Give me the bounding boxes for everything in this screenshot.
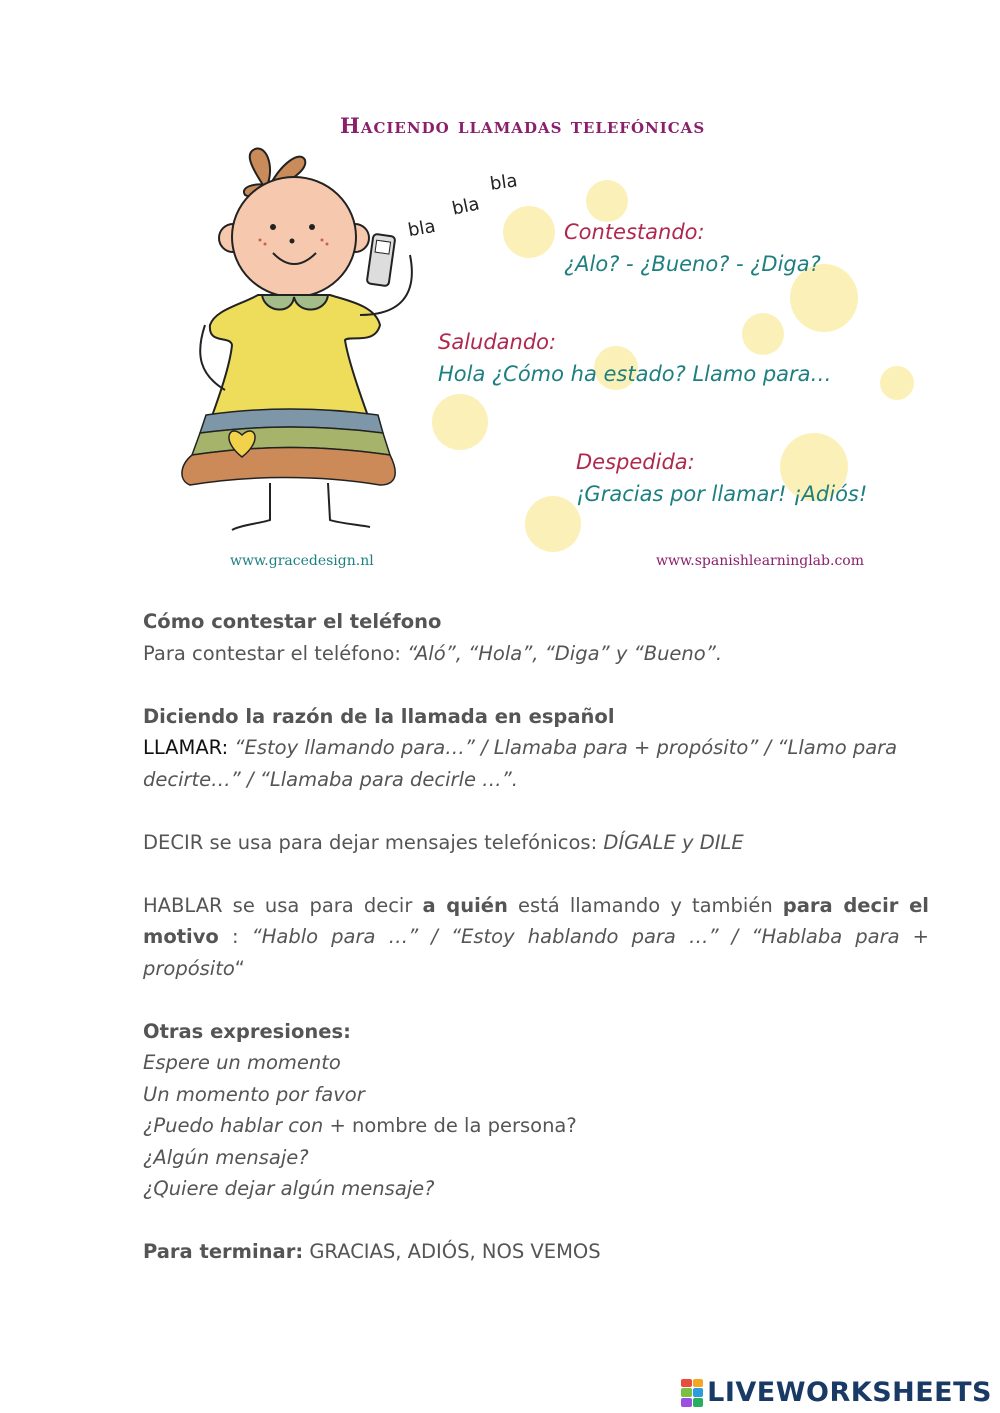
section-text: GRACIAS, ADIÓS, NOS VEMOS <box>303 1240 601 1263</box>
expression-line: ¿Puedo hablar con + <box>143 1114 352 1137</box>
section-text: DECIR se usa para dejar mensajes telefónicos: <box>143 830 604 854</box>
girl-on-phone-illustration <box>170 145 445 535</box>
logo-icon <box>681 1379 703 1407</box>
section-reason <box>143 701 929 796</box>
saludando-label: Saludando: <box>438 330 557 354</box>
decor-dot <box>742 313 784 355</box>
section-closing <box>143 1236 929 1268</box>
colon: : <box>221 736 235 759</box>
bla-text-1: bla <box>406 215 438 242</box>
section-text: HABLAR se usa para decir <box>143 893 423 917</box>
section-heading: Cómo contestar el teléfono <box>143 610 442 633</box>
credit-left: www.gracedesign.nl <box>230 553 374 569</box>
section-examples: “Estoy llamando para…” / Llamaba para + propósito” / “Llamo para decirte…” / “Llamaba para decirle …”. <box>143 736 898 791</box>
decor-dot <box>503 206 555 258</box>
section-other-expressions <box>143 1016 929 1205</box>
decor-dot <box>880 366 914 400</box>
liveworksheets-logo <box>681 1377 992 1408</box>
section-examples: DÍGALE y DILE <box>603 830 744 854</box>
despedida-label: Despedida: <box>576 450 695 474</box>
section-answering <box>143 606 929 669</box>
section-heading: Diciendo la razón de la llamada en español <box>143 704 615 728</box>
section-hablar <box>143 890 929 985</box>
expression-line: ¿Quiere dejar algún mensaje? <box>143 1177 435 1200</box>
section-examples: “Hablo para …” / “Estoy hablando para …” / “Hablaba para + propósito <box>143 925 929 980</box>
saludando-text: Hola ¿Cómo ha estado? Llamo para… <box>438 362 832 386</box>
section-heading: Otras expresiones: <box>143 1019 351 1043</box>
decor-dot <box>525 496 581 552</box>
logo-text: LIVEWORKSHEETS <box>707 1377 992 1408</box>
expression-line: Espere un momento <box>143 1051 341 1074</box>
section-text: : <box>218 925 252 948</box>
verb-llamar: LLAMAR <box>143 736 222 759</box>
bold-a-quien: a quién <box>422 893 508 917</box>
despedida-text: ¡Gracias por llamar! ¡Adiós! <box>576 482 868 506</box>
expression-line: ¿Algún mensaje? <box>143 1145 309 1169</box>
section-heading: Para terminar: <box>143 1240 304 1263</box>
closing-quote: “ <box>234 956 245 980</box>
worksheet-title: Haciendo llamadas telefónicas <box>340 113 706 138</box>
bold-para-decir: para decir el motivo <box>143 893 929 948</box>
expression-line: Un momento por favor <box>143 1082 365 1106</box>
section-decir <box>143 827 929 859</box>
contestando-label: Contestando: <box>564 220 705 244</box>
expression-line-tail: nombre de la persona? <box>352 1114 577 1137</box>
worksheet-body <box>143 606 929 1299</box>
bla-text-3: bla <box>488 170 519 195</box>
decor-dot <box>586 180 628 222</box>
contestando-text: ¿Alo? - ¿Bueno? - ¿Diga? <box>564 252 821 276</box>
bla-text-2: bla <box>450 193 482 220</box>
section-examples: “Aló”, “Hola”, “Diga” y “Bueno”. <box>407 641 723 665</box>
credit-right: www.spanishlearninglab.com <box>656 553 864 569</box>
section-text: está llamando y también <box>507 893 783 917</box>
section-text: Para contestar el teléfono: <box>143 641 408 665</box>
